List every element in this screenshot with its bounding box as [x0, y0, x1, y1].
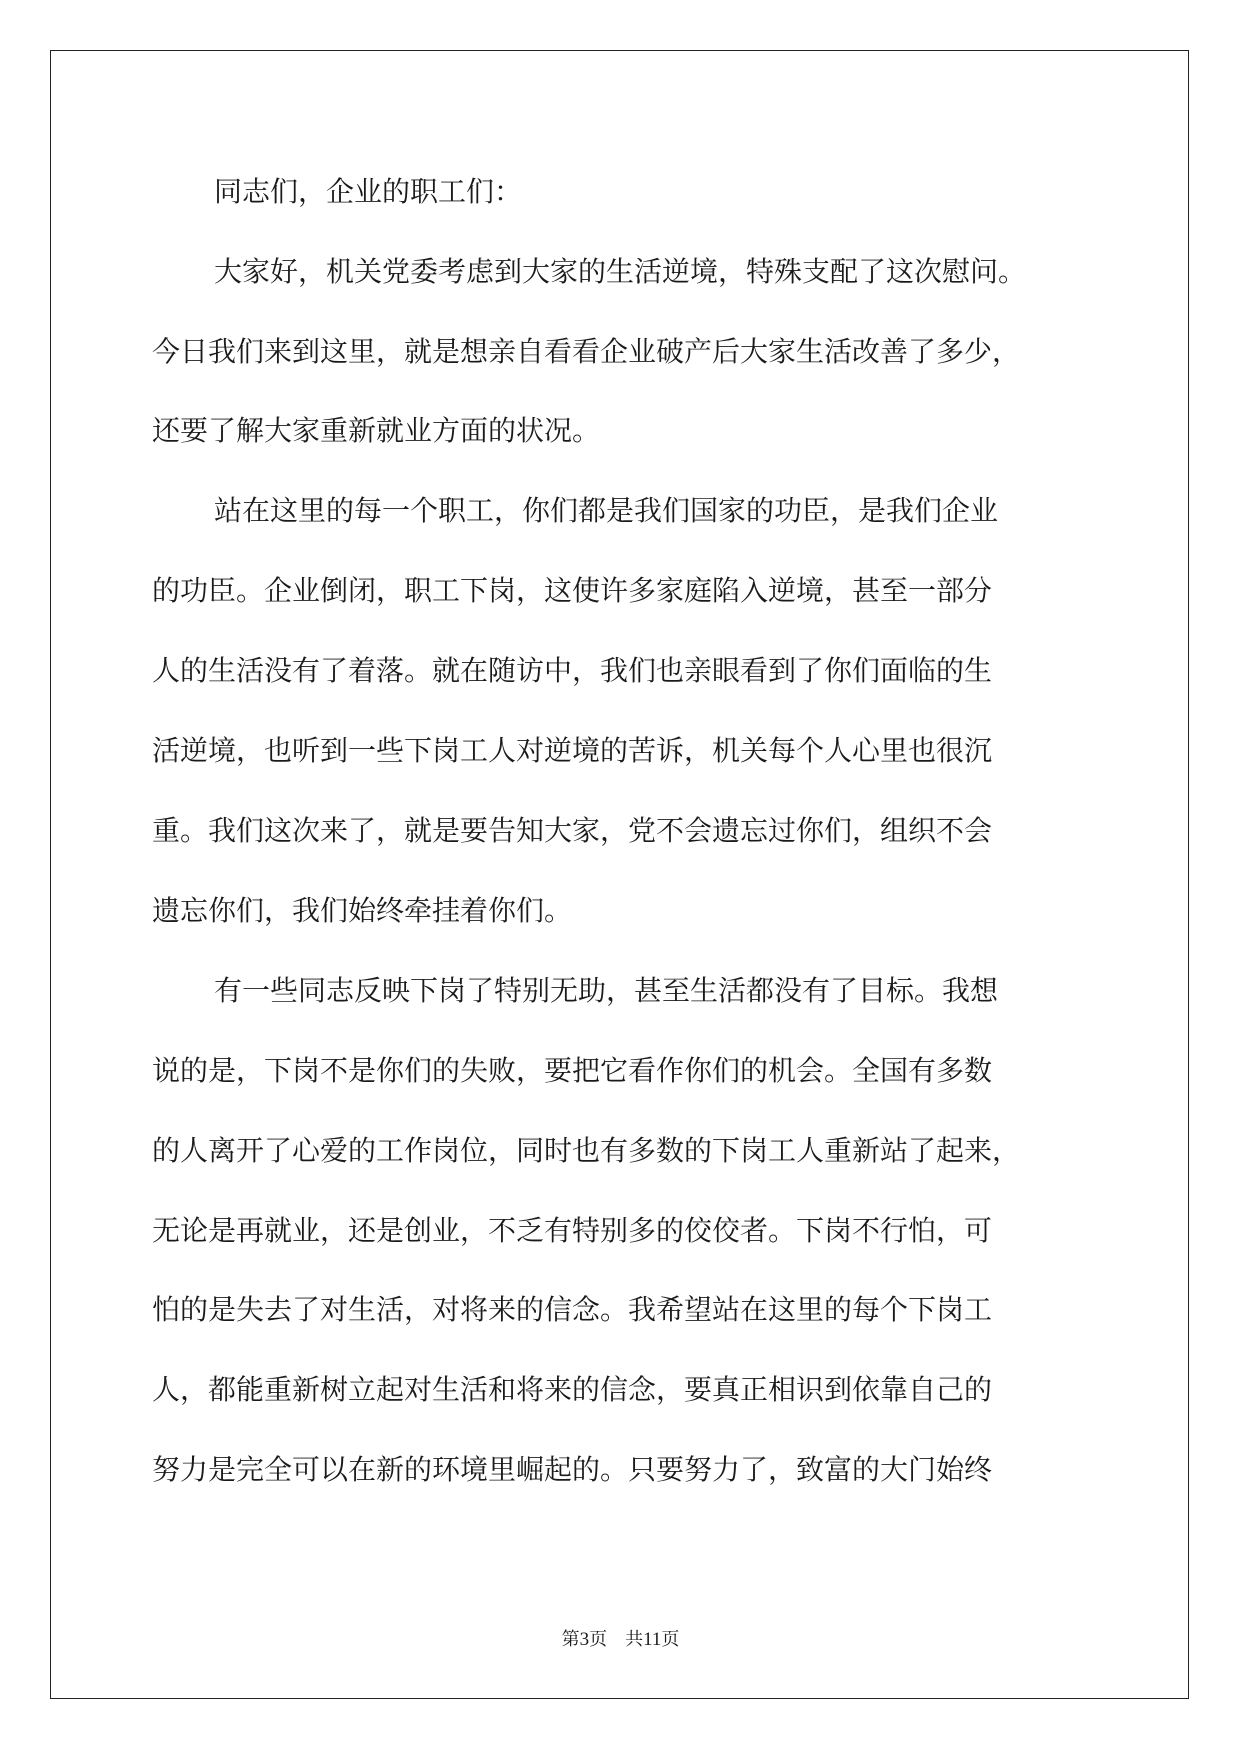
- body-line: 的功臣。企业倒闭，职工下岗，这使许多家庭陷入逆境，甚至一部分: [152, 574, 993, 607]
- salutation-line: 同志们，企业的职工们：: [214, 175, 523, 208]
- body-line: 还要了解大家重新就业方面的状况。: [152, 414, 601, 447]
- body-line: 有一些同志反映下岗了特别无助，甚至生活都没有了目标。我想: [214, 974, 999, 1007]
- body-line: 遗忘你们，我们始终牵挂着你们。: [152, 894, 573, 927]
- body-line: 大家好，机关党委考虑到大家的生活逆境，特殊支配了这次慰问。: [214, 255, 1027, 288]
- page-prefix: 第: [561, 1629, 580, 1649]
- body-line: 的人离开了心爱的工作岗位，同时也有多数的下岗工人重新站了起来，: [152, 1134, 1021, 1167]
- total-suffix: 页: [661, 1629, 680, 1649]
- body-line: 站在这里的每一个职工，你们都是我们国家的功臣，是我们企业: [214, 494, 999, 527]
- total-prefix: 共: [625, 1629, 644, 1649]
- body-line: 说的是，下岗不是你们的失败，要把它看作你们的机会。全国有多数: [152, 1054, 993, 1087]
- page-suffix: 页: [589, 1629, 608, 1649]
- body-line: 无论是再就业，还是创业，不乏有特别多的佼佼者。下岗不行怕，可: [152, 1214, 993, 1247]
- body-line: 重。我们这次来了，就是要告知大家，党不会遗忘过你们，组织不会: [152, 814, 993, 847]
- total-page-count: 11: [643, 1629, 662, 1650]
- current-page-number: 3: [579, 1629, 590, 1650]
- body-line: 人，都能重新树立起对生活和将来的信念，要真正相识到依靠自己的: [152, 1373, 993, 1406]
- body-line: 活逆境，也听到一些下岗工人对逆境的苦诉，机关每个人心里也很沉: [152, 734, 993, 767]
- body-line: 人的生活没有了着落。就在随访中，我们也亲眼看到了你们面临的生: [152, 654, 993, 687]
- body-line: 怕的是失去了对生活，对将来的信念。我希望站在这里的每个下岗工: [152, 1293, 993, 1326]
- page-number-footer: [0, 1624, 1241, 1654]
- body-line: 努力是完全可以在新的环境里崛起的。只要努力了，致富的大门始终: [152, 1453, 993, 1486]
- body-line: 今日我们来到这里，就是想亲自看看企业破产后大家生活改善了多少，: [152, 335, 1021, 368]
